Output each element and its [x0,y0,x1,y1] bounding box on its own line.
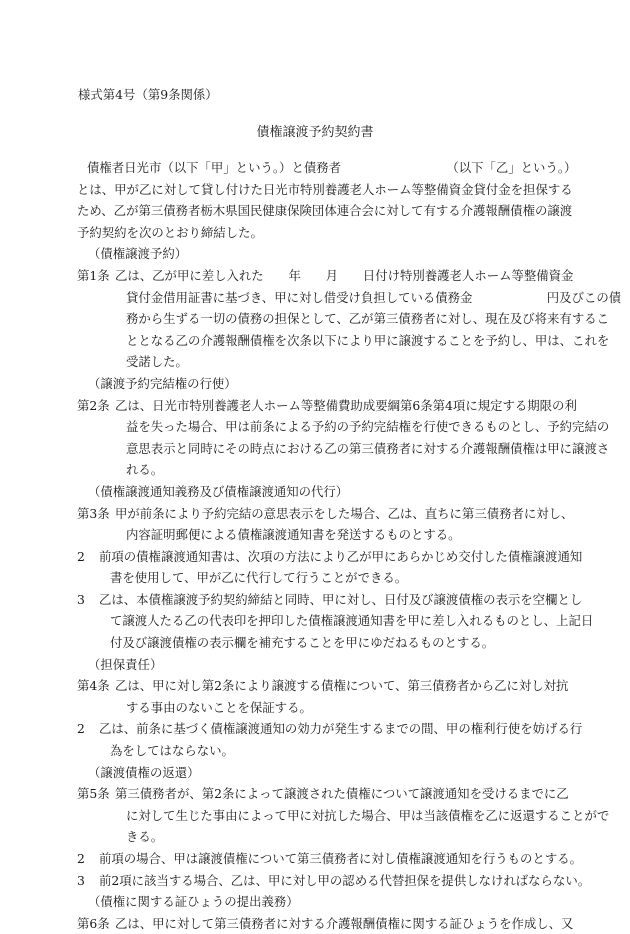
form-number: 様式第4号（第9条関係） [78,87,218,102]
article-line: に対して生じた事由によって甲に対抗した場合、甲は当該債権を乙に返還することがで [126,807,610,823]
article-heading: （譲渡債権の返還） [88,764,200,780]
paragraph-text [99,870,590,892]
intro-line: 予約契約を次のとおり締結した。 [77,224,263,240]
article-heading: （債権譲渡予約） [88,246,188,262]
paragraph-line: て譲渡人たる乙の代表印を押印した債権譲渡通知書を甲に差し入れるものとし、上記日 [110,613,594,629]
article [77,265,622,373]
numbered-paragraph [77,870,591,892]
article-text [115,265,621,373]
article [77,503,574,546]
intro-line: 債権者日光市（以下「甲」という。）と債務者 （以下「乙」という。） [87,160,577,175]
article-heading: （債権に関する証ひょうの提出義務） [88,894,299,910]
article-number: 第1条 [77,267,110,283]
numbered-paragraph [77,718,583,761]
paragraph-text [99,848,582,870]
article-section [77,373,610,481]
paragraph-text [99,589,593,654]
article-heading: （担保責任） [88,656,163,672]
article-number: 第6条 [77,915,110,931]
paragraph-text [99,546,582,589]
article-line: 益を失った場合、甲は前条による予約の予約完結権を行使できるものとし、予約完結の [126,419,610,435]
article-line: する事由のないことを保証する。 [126,699,312,715]
article-line: 意思表示と同時にその時点における乙の第三債務者に対する介護報酬債権は甲に譲渡さ [126,440,610,456]
article-line: 貸付金借用証書に基づき、甲に対し借受け負担している債務金 円及びこの債 [126,289,622,305]
article-line: 受諾した。 [126,354,188,370]
article-line: れる。 [126,462,164,478]
article-text [115,675,568,718]
paragraph-number: 2 [77,721,85,737]
article-section [77,243,622,373]
article-text [115,395,609,481]
article-line: 内容証明郵便による債権譲渡通知書を発送するものとする。 [126,527,461,543]
article-text [115,503,573,546]
article-heading: （債権譲渡通知義務及び債権譲渡通知の代行） [88,483,349,499]
paragraph-line: 為をしてはならない。 [110,743,234,759]
article-section [77,762,610,892]
article [77,395,610,481]
paragraph-number: 2 [77,851,85,866]
article-number: 第5条 [77,786,110,802]
intro-paragraph [77,157,577,243]
paragraph-number: 3 [77,591,85,607]
article-line: 乙は、甲に対し第2条により譲渡する債権について、第三債務者から乙に対し対抗 [115,678,569,694]
article-line: 務から生ずる一切の債務の担保として、乙が第三債務者に対し、現在及び将来有するこ [126,311,609,327]
article-number: 第2条 [77,397,110,413]
article-heading: （譲渡予約完結権の行使） [88,375,237,391]
paragraph-number: 3 [77,872,85,888]
article-text [115,913,573,934]
article [77,783,610,848]
paragraph-line: 前2項に該当する場合、乙は、甲に対し甲の認める代替担保を提供しなければならない。 [99,872,591,888]
paragraph-line: 前項の場合、甲は譲渡債権について第三債務者に対し債権譲渡通知を行うものとする。 [99,851,582,866]
intro-line: ため、乙が第三債務者栃木県国民健康保険団体連合会に対して有する介護報酬債権の譲渡 [77,203,573,219]
article-section [77,654,583,762]
article-line: 第三債務者が、第2条によって譲渡された債権について譲渡通知を受けるまでに乙 [115,786,569,802]
article [77,675,569,718]
article [77,913,574,934]
article-line: ととなる乙の介護報酬債権を次条以下により甲に譲渡することを予約し、甲は、これを [126,332,610,348]
article-number: 第4条 [77,678,110,694]
numbered-paragraph [77,546,583,589]
article-line: 甲が前条により予約完結の意思表示をした場合、乙は、直ちに第三債務者に対し、 [115,505,574,521]
article-line: 乙は、日光市特別養護老人ホーム等整備費助成要綱第6条第4項に規定する期限の利 [115,397,577,413]
article-number: 第3条 [77,505,110,521]
article-text [115,783,609,848]
numbered-paragraph [77,589,594,654]
article-section [77,891,574,934]
article-line: きる。 [126,829,164,845]
intro-line: とは、甲が乙に対して貸し付けた日光市特別養護老人ホーム等整備資金貸付金を担保する [77,181,573,197]
document-title: 債権譲渡予約契約書 [256,125,374,140]
paragraph-number: 2 [77,548,85,564]
paragraph-line: 書を使用して、甲が乙に代行して行うことができる。 [110,570,408,586]
article-section [77,481,594,654]
paragraph-text [99,718,582,761]
article-line: 乙は、甲に対して第三債務者に対する介護報酬債権に関する証ひょうを作成し、又 [115,915,574,931]
paragraph-line: 前項の債権譲渡通知書は、次項の方法により乙が甲にあらかじめ交付した債権譲渡通知 [99,548,583,564]
document-body [77,157,622,934]
paragraph-line: 乙は、前条に基づく債権譲渡通知の効力が発生するまでの間、甲の権利行使を妨げる行 [99,721,583,737]
numbered-paragraph [77,848,582,870]
paragraph-line: 付及び譲渡債権の表示欄を補充することを甲にゆだねるものとする。 [110,635,495,651]
article-line: 乙は、乙が甲に差し入れた 年 月 日付け特別養護老人ホーム等整備資金 [115,267,574,283]
paragraph-line: 乙は、本債権譲渡予約契約締結と同時、甲に対し、日付及び譲渡債権の表示を空欄とし [99,591,583,607]
